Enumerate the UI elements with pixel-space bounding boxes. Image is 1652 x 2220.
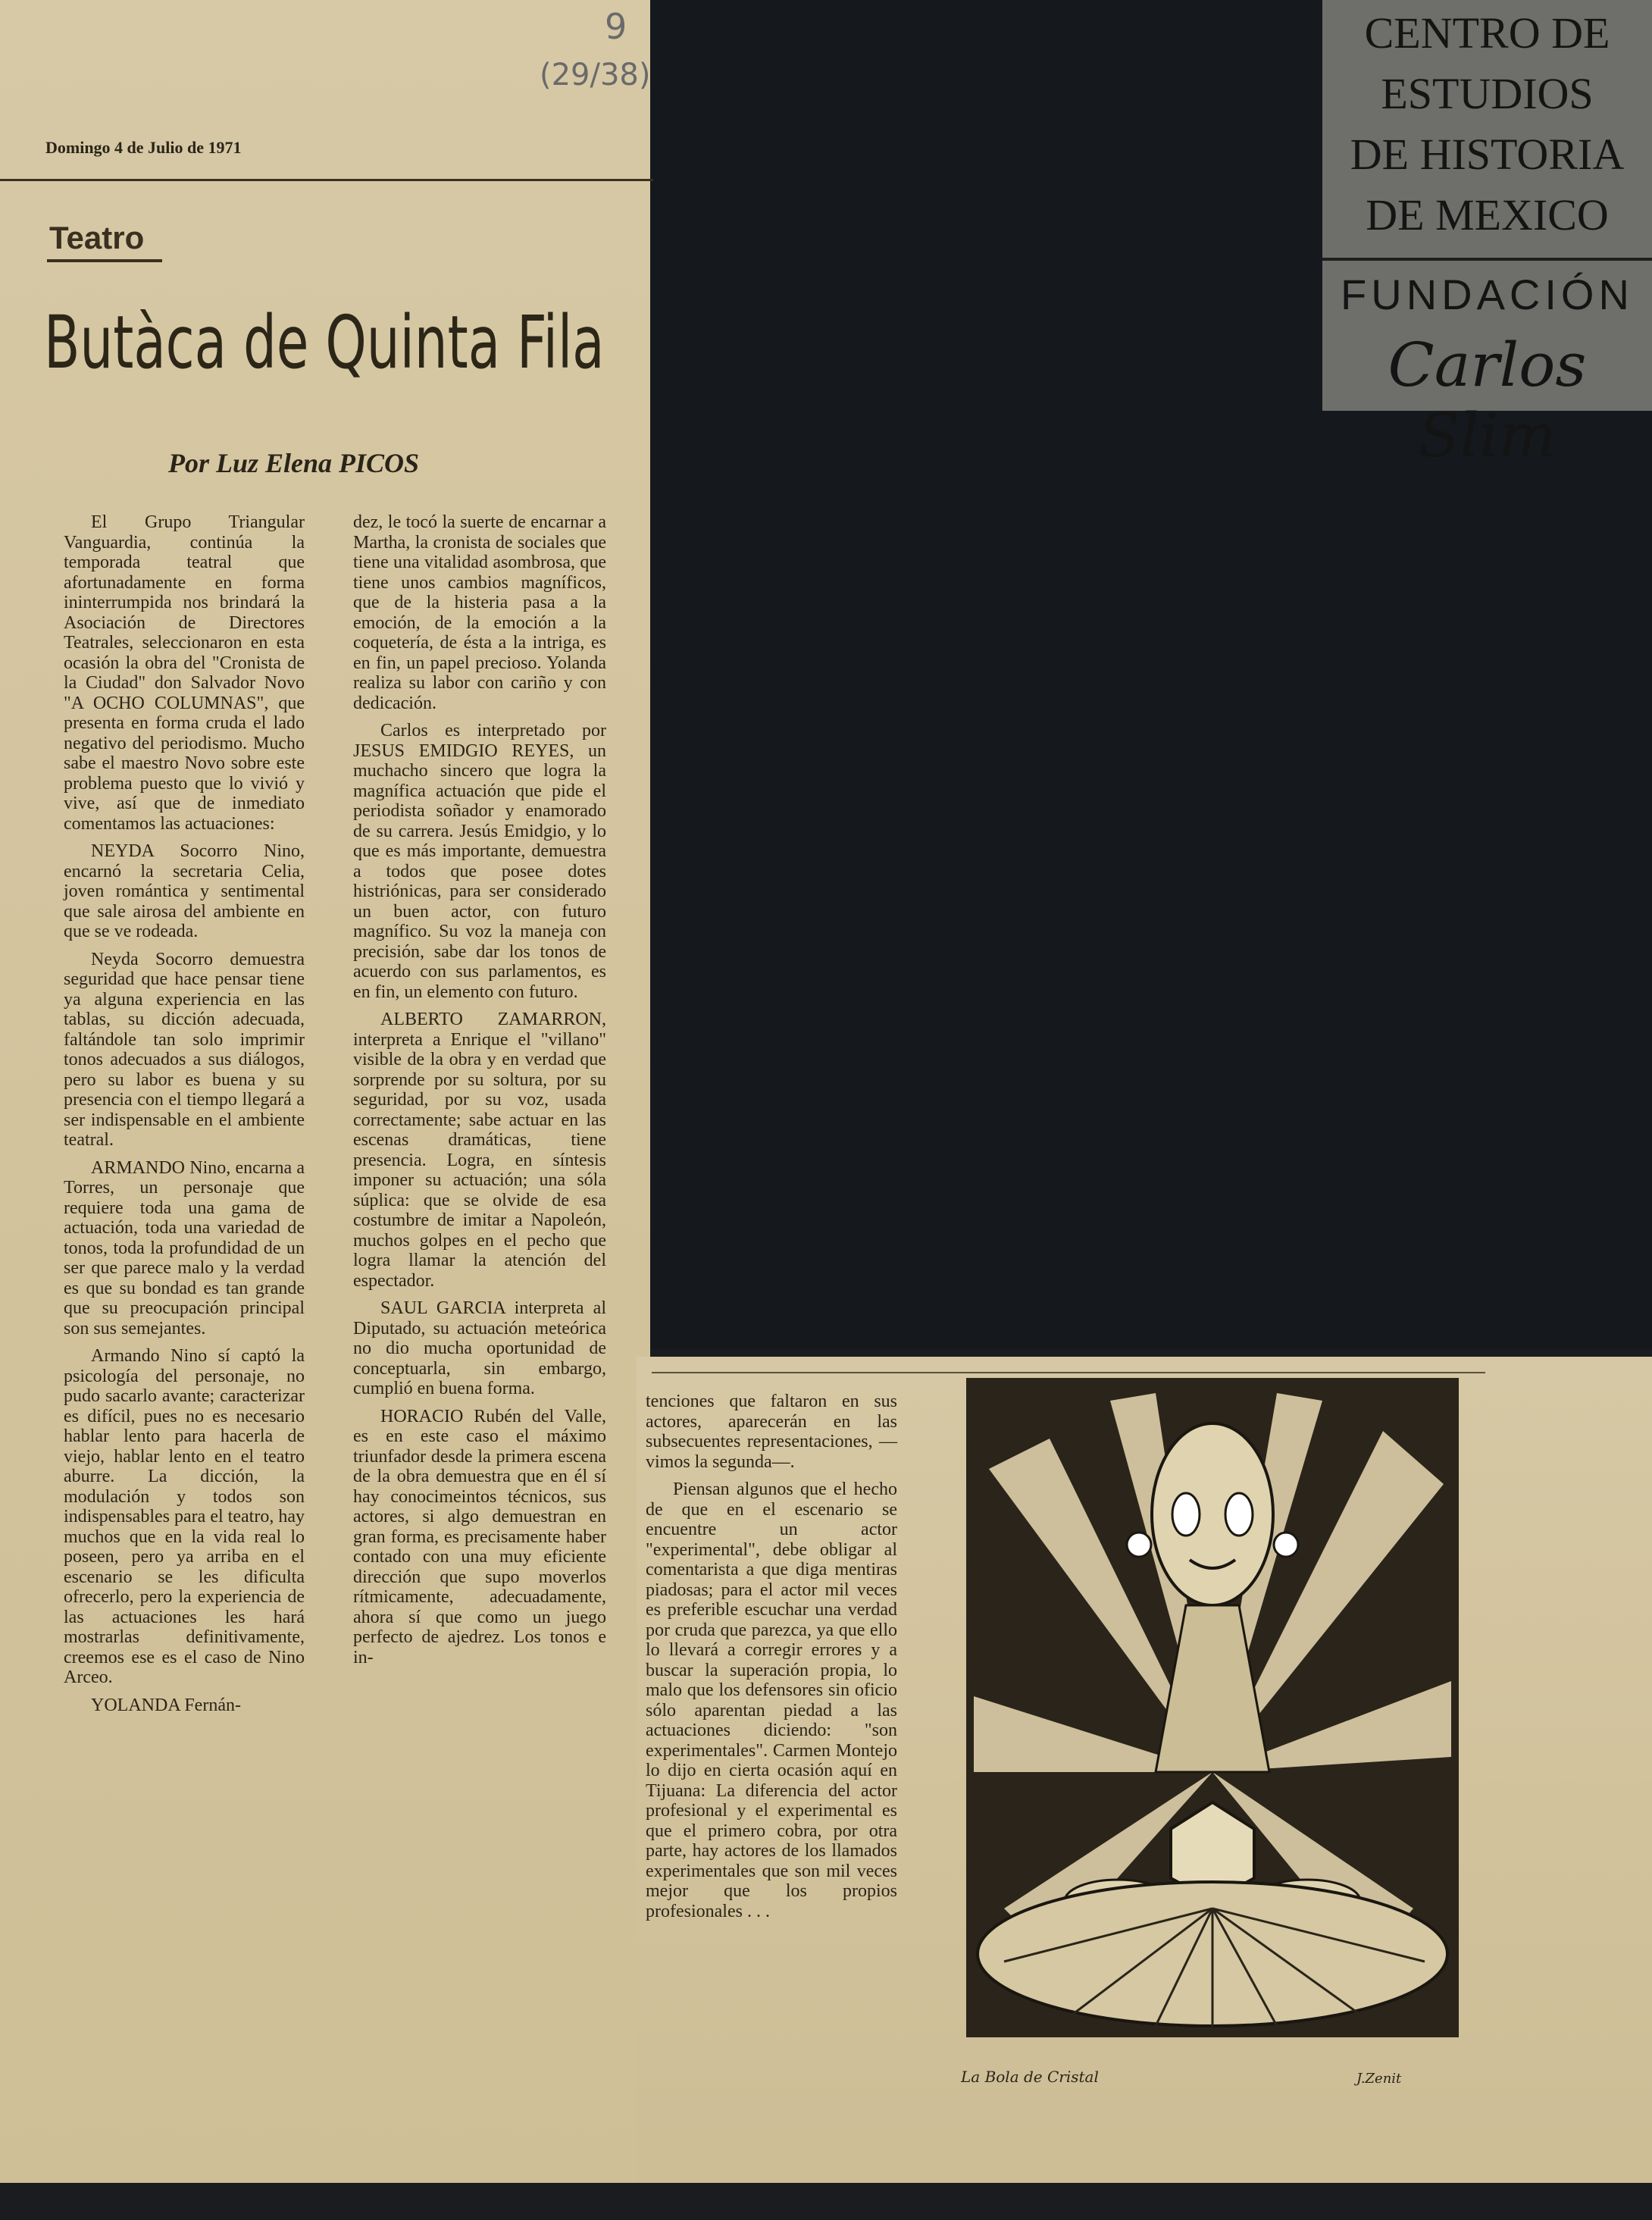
- handwritten-number: 9: [605, 6, 627, 47]
- scan-bottom-edge: [0, 2183, 1652, 2220]
- paragraph: HORACIO Rubén del Valle, es en este caso el máximo triunfador desde la primera escena de la obra demuestra que en él sí hay conocimeintos técnicos, sus actores, si algo demuestran en gran forma, es precisamente haber contado con una muy eficiente dirección que supo moverlos rítmicamente, adecuadamente, ahora sí que como un juego perfecto de ajedrez. Los tonos e in-: [353, 1406, 606, 1667]
- paragraph: dez, le tocó la suerte de encarnar a Martha, la cronista de sociales que tiene una vitalidad asombrosa, que tiene unos cambios magníficos, que de la histeria pasa a la emoción, de la emoción a la coquetería, de ésta a la intriga, es en fin, un papel precioso. Yolanda realiza su labor con cariño y con dedicación.: [353, 512, 606, 713]
- handwritten-ref: (29/38): [540, 58, 651, 92]
- column-3: [646, 1392, 897, 1929]
- section-label: Teatro: [49, 220, 145, 255]
- byline: Por Luz Elena PICOS: [168, 448, 420, 478]
- paragraph: YOLANDA Fernán-: [91, 1695, 241, 1715]
- archive-line4: DE MEXICO: [1366, 190, 1609, 240]
- paragraph: El Grupo Triangular Vanguardia, continúa la temporada teatral que afortunadamente en forma ininterrumpida nos brindará la Asociación de Directores Teatrales, seleccionaron en esta ocasión la obra del "Cronista de la Ciudad" don Salvador Novo "A OCHO COLUMNAS", que presenta en forma cruda el lado negativo del periodismo. Mucho sabe el maestro Novo sobre este problema puesto que lo vivió y vive, así que de inmediato comentamos las actuaciones:: [64, 512, 305, 834]
- bottom-clipping-rule: [652, 1372, 1485, 1373]
- paragraph: Neyda Socorro demuestra seguridad que hace pensar tiene ya alguna experiencia en las tablas, su dicción adecuada, faltándole tan solo imprimir tonos adecuados a sus diálogos, pero su labor es buena y su presencia con el tiempo llegará a ser indispensable en el ambiente teatral.: [64, 949, 305, 1150]
- paragraph: ALBERTO ZAMARRON, interpreta a Enrique el "villano" visible de la obra y en verdad que sorprende por su soltura, por su seguridad, por su voz, usada correctamente; sabe actuar en las escenas dramáticas, tiene presencia. Logra, en síntesis imponer su actuación; una sóla súplica: que se olvide de esa costumbre de imitar a Napoleón, muchos golpes en el pecho que logra llamar la atención del espectador.: [353, 1010, 606, 1291]
- article-title: Butàca de Quinta Fila: [44, 300, 605, 385]
- paragraph: tenciones que faltaron en sus actores, aparecerán en las subsecuentes representaciones, —vimos la segunda—.: [646, 1392, 897, 1472]
- paragraph: NEYDA Socorro Nino, encarnó la secretaria Celia, joven romántica y sentimental que sale airosa del ambiente en que se ve rodeada.: [64, 841, 305, 941]
- paragraph: Carlos es interpretado por JESUS EMIDGIO REYES, un muchacho sincero que logra la magnífica actuación que pide el periodista soñador y enamorado de su carrera. Jesús Emidgio, y lo que es más importante, demuestra a todos que posee dotes histriónicas, para ser considerado un buen actor, con futuro magnífico. Su voz la maneja con precisión, sabe dar los tonos de acuerdo con sus parlamentos, es en fin, un elemento con futuro.: [353, 721, 606, 1002]
- archive-foundation: FUNDACIÓN: [1341, 271, 1634, 318]
- column-1: [64, 512, 305, 1723]
- issue-date: Domingo 4 de Julio de 1971: [45, 138, 242, 157]
- paragraph: SAUL GARCIA interpreta al Diputado, su actuación meteórica no dio mucha oportunidad de conceptuarla, sin embargo, cumplió en buena forma.: [353, 1298, 606, 1398]
- archive-stamp: [1322, 0, 1652, 471]
- illustration-artist: J.Zenit: [1356, 2071, 1402, 2087]
- header-rule: [0, 179, 653, 181]
- section-underline: [47, 259, 162, 262]
- paragraph: ARMANDO Nino, encarna a Torres, un personaje que requiere toda una gama de actuación, toda una variedad de tonos, toda la profundidad de un ser que parece malo y la verdad es que su bondad es tan grande que su preocupación principal son sus semejantes.: [64, 1157, 305, 1339]
- archive-line3: DE HISTORIA: [1350, 130, 1625, 179]
- archive-line2: ESTUDIOS: [1381, 69, 1594, 118]
- archive-line1: CENTRO DE: [1364, 8, 1610, 58]
- crystal-ball-illustration: [959, 1378, 1466, 2060]
- archive-signature-logo: Carlos Slim: [1388, 330, 1587, 471]
- archive-divider: [1322, 258, 1652, 261]
- paragraph: Piensan algunos que el hecho de que en el escenario se encuentre un actor "experimental", debe obligar al comentarista a que diga mentiras piadosas; para el actor mil veces es preferible escuchar una verdad por cruda que parezca, ya que ello lo llevará a corregir errores y a buscar la superación propia, lo malo que los defensores sin oficio sólo aparentan piedad a las actuaciones diciendo: "son experimentales". Carmen Montejo lo dijo en cierta ocasión aquí en Tijuana: La diferencia del actor profesional y el experimental es que el primero cobra, por otra parte, hay actores de los llamados experimentales que son mil veces mejor que los propios profesionales . . .: [646, 1479, 897, 1921]
- paragraph: Armando Nino sí captó la psicología del personaje, no pudo sacarlo avante; caracterizar es difícil, pues no es necesario hablar lento para hacerla de viejo, hablar lento en el teatro aburre. La dicción, la modulación y todos son indispensables para el teatro, hay muchos que en la vida real lo poseen, pero ya arriba en el escenario se les dificulta ofrecerlo, pero la experiencia de las actuaciones les hará mostrarlas definitivamente, creemos ese es el caso de Nino Arceo.: [64, 1346, 305, 1687]
- column-2: [353, 512, 606, 1675]
- illustration-caption: La Bola de Cristal: [961, 2068, 1099, 2086]
